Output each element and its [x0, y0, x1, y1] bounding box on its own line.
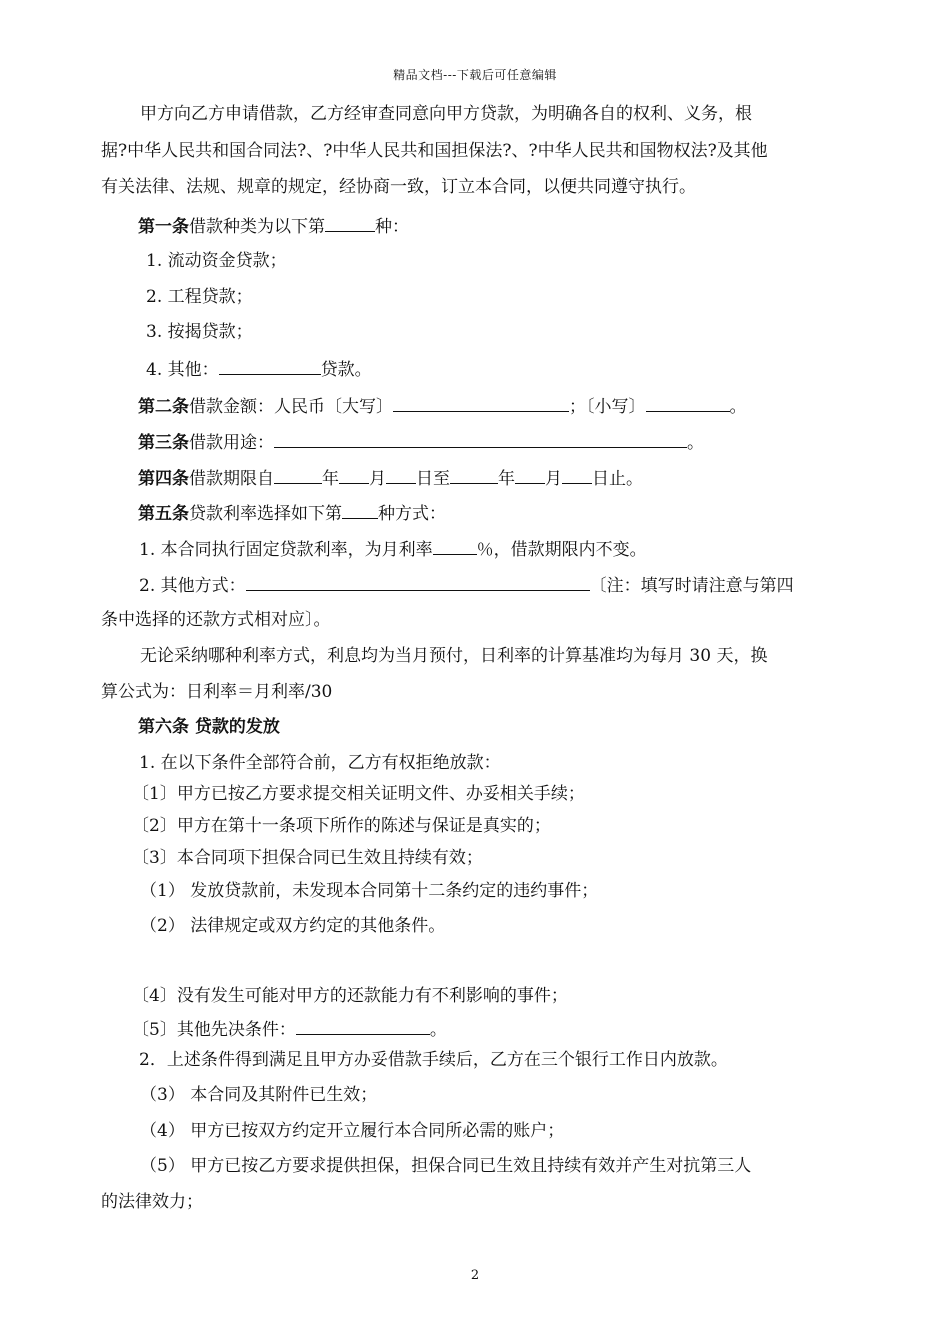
day-to-label: 日至 [416, 469, 450, 489]
intro-line-3: 有关法律、法规、规章的规定，经协商一致，订立本合同，以便共同遵守执行。 [101, 177, 696, 197]
article-5-text-b: 种方式： [378, 504, 446, 524]
rate-option-blank [342, 501, 378, 519]
start-year-blank [274, 466, 322, 484]
year-label-2: 年 [498, 469, 515, 489]
interest-note-line-1: 无论采纳哪种利率方式，利息均为当月预付，日利率的计算基准均为每月 30 天，换 [140, 646, 768, 666]
article-1 [138, 214, 950, 238]
condition-5-suffix: 。 [429, 1020, 447, 1040]
article-3-title: 第三条 [138, 433, 189, 453]
loan-purpose-blank [274, 430, 687, 448]
article-6-title: 第六条 贷款的发放 [138, 717, 280, 737]
article-2 [138, 394, 950, 418]
article-4-text-a: 借款期限自 [189, 469, 274, 489]
condition-2: 〔2〕甲方在第十一条项下所作的陈述与保证是真实的； [132, 816, 551, 836]
condition-1: 〔1〕甲方已按乙方要求提交相关证明文件、办妥相关手续； [132, 784, 585, 804]
article-4 [138, 466, 950, 490]
month-label: 月 [369, 469, 386, 489]
article-2-text-c: 。 [729, 397, 747, 417]
article-2-text-a: 借款金额：人民币〔大写〕 [189, 397, 393, 417]
loan-type-item-2: 2. 工程贷款； [146, 287, 253, 307]
sub-condition-5-line-1: （5） 甲方已按乙方要求提供担保，担保合同已生效且持续有效并产生对抗第三人 [140, 1156, 752, 1176]
page-number: 2 [470, 1268, 480, 1283]
sub-condition-5-line-2: 的法律效力； [101, 1192, 203, 1212]
amount-uppercase-blank [393, 394, 569, 412]
end-year-blank [450, 466, 498, 484]
article-5-text-a: 贷款利率选择如下第 [189, 504, 342, 524]
sub-condition-4: （4） 甲方已按双方约定开立履行本合同所必需的账户； [140, 1121, 565, 1141]
loan-type-blank [325, 214, 375, 232]
rate-option-1-text: 1. 本合同执行固定贷款利率，为月利率 [139, 540, 433, 560]
article-2-text-b: ；〔小写〕 [569, 397, 646, 417]
amount-lowercase-blank [646, 394, 730, 412]
article-4-title: 第四条 [138, 469, 189, 489]
intro-line-2: 据?中华人民共和国合同法?、?中华人民共和国担保法?、?中华人民共和国物权法?及其他 [101, 141, 768, 161]
loan-type-item-3: 3. 按揭贷款； [146, 322, 253, 342]
article-5-title: 第五条 [138, 504, 189, 524]
loan-type-item-4-label: 4. 其他： [146, 360, 219, 380]
other-loan-blank [219, 357, 321, 375]
article-1-text-b: 种： [375, 217, 409, 237]
loan-type-item-4-suffix: 贷款。 [320, 360, 372, 380]
day-end-label: 日止。 [592, 469, 643, 489]
month-label-2: 月 [545, 469, 562, 489]
condition-4: 〔4〕没有发生可能对甲方的还款能力有不利影响的事件； [132, 986, 568, 1006]
condition-5-text: 〔5〕其他先决条件： [132, 1020, 296, 1040]
article-6-para-1: 1. 在以下条件全部符合前，乙方有权拒绝放款： [139, 753, 501, 773]
article-3-text-b: 。 [687, 433, 704, 453]
year-label: 年 [322, 469, 339, 489]
start-month-blank [339, 466, 369, 484]
other-method-blank [246, 573, 590, 591]
monthly-rate-blank [433, 537, 477, 555]
article-2-title: 第二条 [138, 397, 189, 417]
other-condition-blank [296, 1017, 430, 1035]
start-day-blank [386, 466, 416, 484]
article-3 [138, 430, 950, 454]
interest-note-line-2: 算公式为：日利率＝月利率/30 [101, 682, 333, 702]
rate-option-2 [139, 573, 950, 597]
article-1-title: 第一条 [138, 217, 189, 237]
end-day-blank [562, 466, 592, 484]
article-5 [138, 501, 950, 525]
end-month-blank [515, 466, 545, 484]
rate-option-2-text: 2. 其他方式： [139, 576, 246, 596]
loan-type-item-1: 1. 流动资金贷款； [146, 251, 287, 271]
sub-condition-2: （2） 法律规定或双方约定的其他条件。 [140, 916, 446, 936]
page-header: 精品文档---下载后可任意编辑 [393, 68, 557, 82]
article-6-para-2: 2．上述条件得到满足且甲方办妥借款手续后，乙方在三个银行工作日内放款。 [139, 1050, 728, 1070]
condition-5 [132, 1017, 950, 1041]
intro-line-1: 甲方向乙方申请借款，乙方经审查同意向甲方贷款，为明确各自的权利、义务，根 [140, 104, 752, 124]
rate-option-1-suffix: ％，借款期限内不变。 [476, 540, 647, 560]
rate-option-2-continued: 条中选择的还款方式相对应〕。 [101, 610, 331, 630]
sub-condition-3: （3） 本合同及其附件已生效； [140, 1085, 378, 1105]
loan-type-item-4 [146, 357, 950, 381]
rate-option-1 [139, 537, 950, 561]
sub-condition-1: （1） 发放贷款前，未发现本合同第十二条约定的违约事件； [140, 881, 599, 901]
condition-3: 〔3〕本合同项下担保合同已生效且持续有效； [132, 848, 483, 868]
article-3-text-a: 借款用途： [189, 433, 274, 453]
article-1-text-a: 借款种类为以下第 [189, 217, 325, 237]
rate-option-2-note: 〔注：填写时请注意与第四 [589, 576, 794, 596]
